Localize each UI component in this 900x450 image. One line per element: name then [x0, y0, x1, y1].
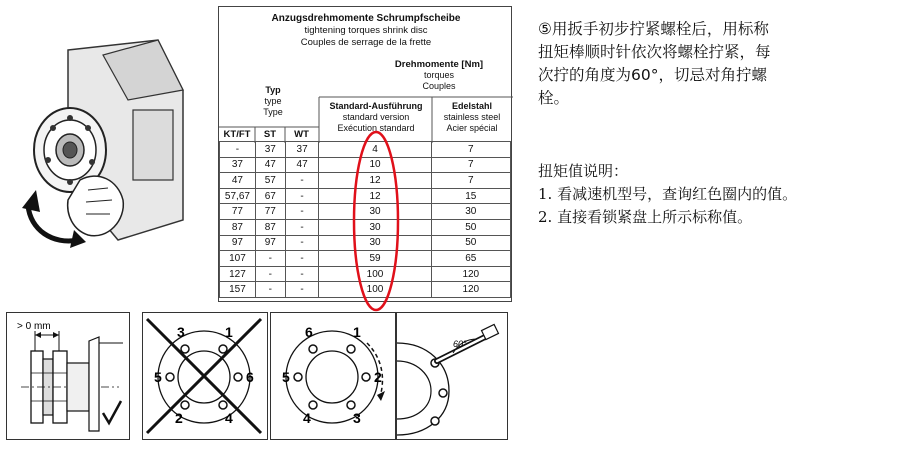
table-cell: -: [285, 251, 319, 267]
table-cell: 77: [255, 204, 285, 220]
torque-note-item-2: 2. 直接看锁紧盘上所示标称值。: [538, 208, 753, 226]
gearbox-hand-illustration: [8, 30, 208, 270]
table-cell: 57,67: [220, 188, 256, 204]
instruction-line-4: 栓。: [538, 89, 570, 107]
table-cell: -: [255, 282, 285, 298]
table-cell: 107: [220, 251, 256, 267]
table-cell: 30: [431, 204, 510, 220]
table-cell: -: [285, 266, 319, 282]
col-ktft: KT/FT: [223, 129, 251, 140]
table-cell: 37: [220, 157, 256, 173]
table-cell: -: [285, 173, 319, 189]
instruction-line-2: 扭矩棒顺时针依次将螺栓拧紧，每: [538, 43, 771, 61]
torque-group-fr: Couples: [422, 81, 456, 91]
wrong-label-6: 6: [246, 369, 254, 385]
table-cell: 59: [319, 251, 431, 267]
typ-en: type: [264, 96, 282, 106]
panel-wrong-diagonal-order: [142, 312, 268, 440]
col-st: ST: [263, 129, 277, 140]
right-label-4: 4: [303, 410, 311, 426]
table-cell: 65: [431, 251, 510, 267]
torque-note: [538, 160, 888, 229]
table-cell: 127: [220, 266, 256, 282]
torque-group-en: torques: [423, 70, 455, 80]
right-label-1: 1: [353, 324, 361, 340]
highlight-ellipse-shape: [354, 132, 398, 310]
table-title-de: Anzugsdrehmomente Schrumpfscheibe: [271, 13, 461, 24]
table-cell: 47: [220, 173, 256, 189]
angle-label: 60°: [453, 339, 467, 349]
typ-fr: Type: [263, 107, 283, 117]
panel-correct-clockwise-order: [270, 312, 396, 440]
std-fr: Exécution standard: [337, 123, 415, 133]
table-cell: -: [285, 235, 319, 251]
table-cell: 97: [220, 235, 256, 251]
right-label-6: 6: [305, 324, 313, 340]
table-cell: 50: [431, 235, 510, 251]
table-cell: -: [220, 142, 256, 158]
ss-en: stainless steel: [443, 112, 501, 122]
table-cell: 100: [319, 282, 431, 298]
right-label-3: 3: [353, 410, 361, 426]
table-cell: -: [255, 251, 285, 267]
gap-label: > 0 mm: [17, 321, 51, 332]
table-cell: 87: [220, 219, 256, 235]
table-cell: -: [285, 282, 319, 298]
table-cell: 30: [319, 204, 431, 220]
wrong-label-1: 1: [225, 324, 233, 340]
table-cell: 120: [431, 266, 510, 282]
table-cell: 37: [285, 142, 319, 158]
table-cell: 7: [431, 157, 510, 173]
table-cell: 87: [255, 219, 285, 235]
table-cell: 47: [255, 157, 285, 173]
table-cell: 77: [220, 204, 256, 220]
table-cell: 12: [319, 188, 431, 204]
table-cell: 97: [255, 235, 285, 251]
right-label-2: 2: [374, 369, 382, 385]
table-cell: 4: [319, 142, 431, 158]
typ-de: Typ: [265, 85, 281, 95]
highlight-ellipse: [352, 130, 400, 312]
table-cell: 67: [255, 188, 285, 204]
table-cell: 12: [319, 173, 431, 189]
table-cell: 37: [255, 142, 285, 158]
ss-fr: Acier spécial: [446, 123, 498, 133]
table-cell: 30: [319, 235, 431, 251]
wrong-label-4: 4: [225, 410, 233, 426]
instruction-line-3: 次拧的角度为60°，切忌对角拧螺: [538, 66, 767, 84]
table-cell: -: [285, 219, 319, 235]
ss-de: Edelstahl: [451, 101, 492, 111]
table-title-en: tightening torques shrink disc: [304, 25, 428, 36]
panel-gap-side-view: [6, 312, 130, 440]
wrong-label-2: 2: [175, 410, 183, 426]
instruction-line-1: ⑤用扳手初步拧紧螺栓后，用标称: [538, 20, 769, 38]
table-cell: 57: [255, 173, 285, 189]
panel-wrench-angle: [396, 312, 508, 440]
table-cell: 7: [431, 173, 510, 189]
torque-note-item-1: 1. 看减速机型号，查询红色圈内的值。: [538, 185, 798, 203]
table-cell: 120: [431, 282, 510, 298]
table-cell: 157: [220, 282, 256, 298]
wrong-label-5: 5: [154, 369, 162, 385]
table-cell: 50: [431, 219, 510, 235]
wrong-label-3: 3: [177, 324, 185, 340]
table-cell: 15: [431, 188, 510, 204]
table-cell: -: [285, 188, 319, 204]
col-wt: WT: [294, 129, 309, 140]
std-de: Standard-Ausführung: [329, 101, 423, 111]
table-cell: 10: [319, 157, 431, 173]
table-cell: 30: [319, 219, 431, 235]
torque-note-title: 扭矩值说明：: [538, 162, 629, 180]
instruction-paragraph: [538, 18, 868, 110]
table-cell: -: [255, 266, 285, 282]
table-cell: 100: [319, 266, 431, 282]
table-cell: 47: [285, 157, 319, 173]
torque-group-de: Drehmomente [Nm]: [394, 59, 484, 70]
table-title-fr: Couples de serrage de la frette: [300, 37, 432, 48]
table-cell: 7: [431, 142, 510, 158]
table-cell: -: [285, 204, 319, 220]
right-label-5: 5: [282, 369, 290, 385]
check-icon: [103, 401, 121, 423]
std-en: standard version: [342, 112, 410, 122]
